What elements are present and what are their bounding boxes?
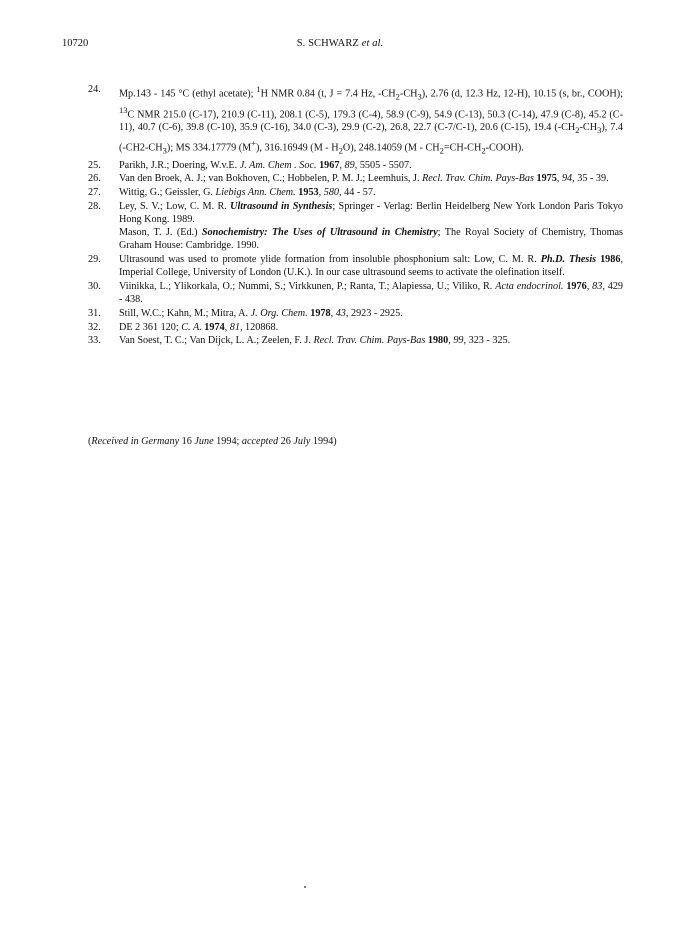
page-header (0, 38, 680, 52)
reference-number: 33. (88, 335, 101, 347)
reference-item (88, 321, 623, 334)
reference-text: Wittig, G.; Geissler, G. Liebigs Ann. Chem. 1953, 580, 44 - 57. (119, 186, 376, 198)
reference-item (88, 334, 623, 347)
reference-text: Van den Broek, A. J.; van Bokhoven, C.; Hobbelen, P. M. J.; Leemhuis, J. Recl. Trav. Chim. Pays-Bas 1975, 94, 35 - 39. (119, 173, 609, 185)
reference-item (88, 200, 623, 253)
reference-text: Ley, S. V.; Low, C. M. R. Ultrasound in Synthesis; Springer - Verlag: Berlin Heidelberg New York London Paris Tokyo Hong Kong. 1989. (119, 200, 624, 225)
reference-number: 27. (88, 186, 101, 198)
page-footer-mark (304, 886, 306, 888)
et-al: et al. (361, 38, 384, 49)
reference-number: 32. (88, 321, 101, 333)
reference-number: 24. (88, 84, 101, 95)
reference-item (88, 253, 623, 279)
reference-text: Viinikka, L.; Ylikorkala, O.; Nummi, S.; Virkkunen, P.; Ranta, T.; Alapiessa, U.; Viliko, R. Acta endocrinol. 1976, 83, 429 - 438. (119, 280, 624, 306)
author-name: S. SCHWARZ (296, 38, 362, 49)
reference-text-continuation: Mason, T. J. (Ed.) Sonochemistry: The Uses of Ultrasound in Chemistry; The Royal Society of Chemistry, Thomas Graham House: Cambridge. 1990. (119, 227, 623, 252)
reference-number: 25. (88, 159, 101, 171)
reference-item (88, 307, 623, 320)
reference-item (88, 280, 623, 306)
reference-number: 31. (88, 307, 101, 319)
reference-number: 28. (88, 200, 101, 212)
reference-item (88, 159, 623, 172)
page-number: 10720 (62, 38, 89, 49)
reference-number: 30. (88, 280, 101, 292)
reference-number: 29. (88, 254, 101, 265)
reference-text: Ultrasound was used to promote ylide formation from insoluble phosphonium salt: Low, C. M. R. Ph.D. Thesis 1986, Imperial College, University of London (U.K.). In our case ultrasound seems to activate the olefination itself. (119, 254, 624, 279)
reference-item (88, 83, 623, 158)
reference-item (88, 186, 623, 199)
reference-list (88, 83, 623, 348)
reference-item (88, 172, 623, 185)
running-head (0, 38, 680, 49)
reference-number: 26. (88, 173, 101, 185)
reference-text: Parikh, J.R.; Doering, W.v.E. J. Am. Chem . Soc. 1967, 89, 5505 - 5507. (119, 159, 412, 171)
reference-text: Still, W.C.; Kahn, M.; Mitra, A. J. Org. Chem. 1978, 43, 2923 - 2925. (119, 307, 403, 319)
reference-text: Mp.143 - 145 °C (ethyl acetate); $^1$H NMR 0.84 (t, J = 7.4 Hz, $-CH_2-CH_3$), 2.76 (d, 12.3 Hz, 12-H), 10.15 (s, br., COOH); $^{13}$C NMR 215.0 (C-17), 210.9 (C-11), 208.1 (C-5), 179.3 (C-4), 58.9 (C-9), 54.9 (C-13), 50.3 (C-14), 47.9 (C-8), 45.2 (C-11), 40.7 (C-6), 39.8 (C-10), 35.9 (C-16), 34.0 (C-3), 29.9 (C-2), 26.8, 22.7 (C-7/C-1), 20.6 (C-15), 19.4 $(-CH_2-CH_3)$, 7.4 $(-CH2-CH_3)$; MS 334.17779 (M+), 316.16949 $(M - H_2O)$, 248.14059 $(M - CH_2=CH-CH_2-COOH)$. (119, 84, 623, 156)
reference-text: Van Soest, T. C.; Van Dijck, L. A.; Zeelen, F. J. Recl. Trav. Chim. Pays-Bas 1980, 99, 323 - 325. (119, 335, 511, 347)
received-accepted-note: (Received in Germany 16 June 1994; accepted 26 July 1994) (88, 436, 337, 447)
reference-text: DE 2 361 120; C. A. 1974, 81, 120868. (119, 321, 279, 333)
